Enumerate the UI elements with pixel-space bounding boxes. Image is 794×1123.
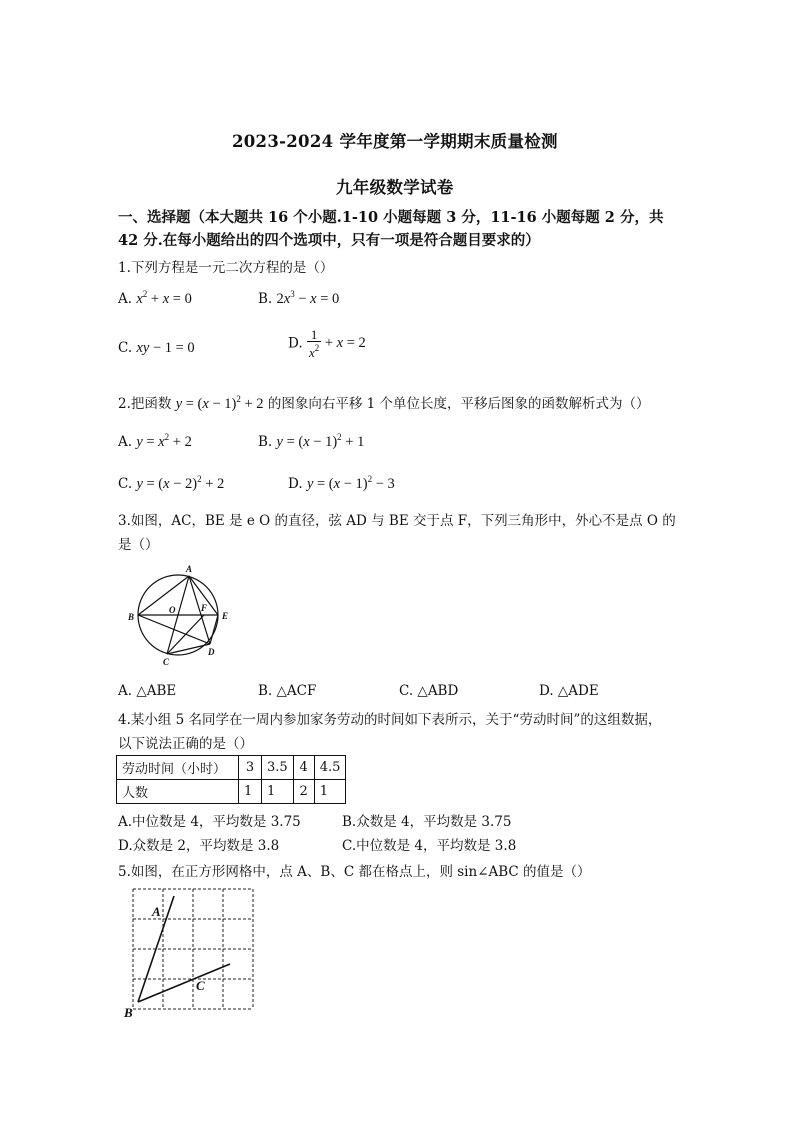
q2-stem-pre: 2.把函数: [118, 396, 172, 412]
q2-option-a-expr: $y = x^2 + 2$: [136, 432, 192, 450]
q3-option-b[interactable]: B. △ACF: [258, 683, 317, 699]
table-cell: 3: [239, 756, 262, 780]
q1-option-b[interactable]: [258, 289, 339, 308]
table-cell: 1: [314, 780, 346, 804]
q2-option-b-expr: $y = (x - 1)^2 + 1$: [276, 432, 365, 450]
exam-subtitle: 九年级数学试卷: [336, 178, 454, 197]
question-3-stem-line1: 3.如图，AC，BE 是 e O 的直径，弦 AD 与 BE 交于点 F，下列三角形中，外心不是点 O 的: [118, 513, 676, 529]
section-heading-line1: 一、选择题（本大题共 16 个小题.1-10 小题每题 3 分，11-16 小题每题 2 分，共: [118, 209, 664, 226]
q4-data-table: [116, 755, 346, 804]
table-cell: 2: [293, 780, 314, 804]
exam-title: 2023-2024 学年度第一学期期末质量检测: [232, 132, 558, 151]
q5-dashed-grid: [133, 889, 253, 1009]
q1-option-d-label: D.: [288, 335, 303, 352]
q1-option-a-expr: $x^2 + x = 0$: [136, 289, 192, 307]
table-cell: 1: [239, 780, 262, 804]
q5-segment-bc: [138, 964, 230, 1002]
q1-option-c-label: C.: [118, 340, 133, 356]
q2-option-d-expr: $y = (x - 1)^2 - 3$: [306, 474, 395, 492]
q5-label-a: A: [152, 904, 161, 919]
q2-option-d[interactable]: [288, 474, 395, 493]
q4-option-a[interactable]: A.中位数是 4，平均数是 3.75: [118, 814, 301, 830]
q3-label-o: O: [169, 605, 176, 615]
q1-option-b-label: B.: [258, 291, 273, 307]
q3-label-e: E: [222, 611, 229, 621]
q2-option-c[interactable]: [118, 474, 224, 493]
q1-option-c[interactable]: [118, 340, 195, 357]
q3-label-a: A: [186, 564, 193, 574]
question-4-stem-line1: 4.某小组 5 名同学在一周内参加家务劳动的时间如下表所示，关于“劳动时间”的这组数据，: [118, 712, 662, 728]
section-heading-line2: 42 分.在每小题给出的四个选项中，只有一项是符合题目要求的）: [118, 232, 540, 249]
q2-option-d-label: D.: [288, 476, 303, 492]
q2-stem-post: 的图象向右平移 1 个单位长度，平移后图象的函数解析式为（）: [267, 396, 650, 412]
q4-option-c[interactable]: C.中位数是 4，平均数是 3.8: [342, 838, 517, 854]
q5-label-c: C: [196, 978, 205, 993]
question-3-stem-line2: 是（）: [118, 537, 159, 553]
q4-option-d[interactable]: D.众数是 2，平均数是 3.8: [118, 838, 280, 854]
q5-label-b: B: [124, 1005, 133, 1020]
q3-label-c: C: [163, 657, 170, 667]
q4-option-b[interactable]: B.众数是 4，平均数是 3.75: [342, 814, 512, 830]
q1-option-d[interactable]: [288, 328, 366, 359]
table-row: [117, 756, 346, 780]
table-cell: 3.5: [262, 756, 294, 780]
q3-option-c[interactable]: C. △ABD: [399, 683, 459, 699]
q3-circle-figure: [118, 560, 243, 672]
q3-label-d: D: [208, 647, 215, 657]
q2-option-a[interactable]: [118, 432, 192, 451]
q1-option-d-expr: $\frac{1}{x^2}$ + x = 2: [308, 327, 366, 360]
q3-option-d[interactable]: D. △ADE: [539, 683, 599, 699]
q1-option-a-label: A.: [118, 291, 133, 307]
q3-label-b: B: [128, 612, 135, 622]
question-2-stem: [118, 392, 650, 413]
table-cell: 1: [262, 780, 294, 804]
q2-option-b-label: B.: [258, 434, 273, 450]
q3-label-f: F: [201, 603, 208, 613]
q1-option-a[interactable]: [118, 289, 192, 308]
q2-option-a-label: A.: [118, 434, 133, 450]
table-cell: 4.5: [314, 756, 346, 780]
question-4-stem-line2: 以下说法正确的是（）: [118, 736, 253, 752]
q1-option-c-expr: xy − 1 = 0: [136, 340, 195, 356]
table-header-cell: 劳动时间（小时）: [117, 756, 239, 780]
q1-option-b-expr: $2x^3 - x = 0$: [276, 289, 340, 307]
table-header-cell: 人数: [117, 780, 239, 804]
q3-option-a[interactable]: A. △ABE: [118, 683, 177, 699]
q2-option-c-expr: $y = (x - 2)^2 + 2$: [136, 474, 225, 492]
question-5-stem: 5.如图，在正方形网格中，点 A、B、C 都在格点上，则 sin∠ABC 的值是（）: [118, 864, 591, 880]
table-cell: 4: [293, 756, 314, 780]
table-row: [117, 780, 346, 804]
q2-option-b[interactable]: [258, 432, 364, 451]
question-1-stem: 1.下列方程是一元二次方程的是（）: [118, 260, 334, 276]
q2-function-expr: $y = (x - 1)^2 + 2$: [175, 394, 264, 412]
q5-grid-figure: [118, 886, 258, 1020]
q2-option-c-label: C.: [118, 476, 133, 492]
